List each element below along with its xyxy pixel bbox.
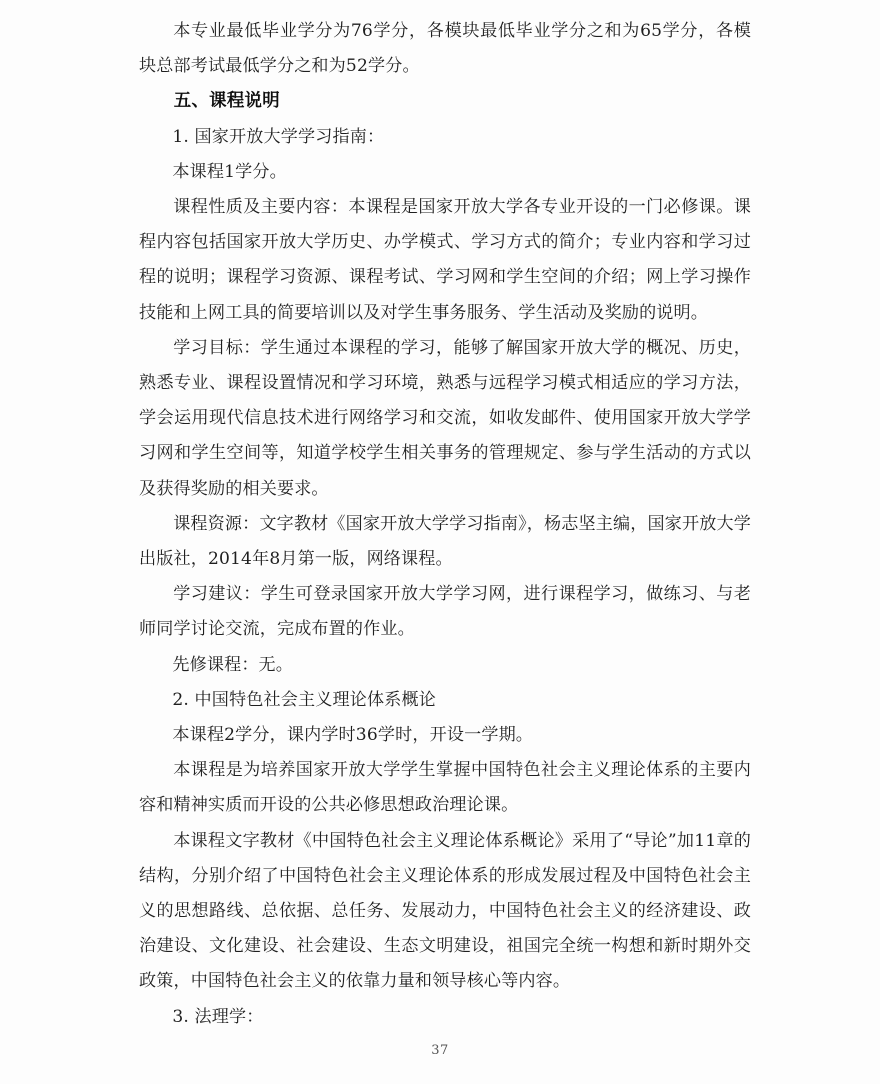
paragraph-credits-summary: 本专业最低毕业学分为76学分，各模块最低毕业学分之和为65学分，各模块总部考试最低学分之和为52学分。 (139, 21, 751, 77)
section-heading-course-description: 五、课程说明 (173, 91, 280, 112)
course2-purpose: 本课程是为培养国家开放大学学生掌握中国特色社会主义理论体系的主要内容和精神实质而开设的公共必修思想政治理论课。 (139, 760, 751, 816)
course1-nature-and-content: 课程性质及主要内容：本课程是国家开放大学各专业开设的一门必修课。课程内容包括国家开放大学历史、办学模式、学习方式的简介；专业内容和学习过程的说明；课程学习资源、课程考试、学习网和学生空间的介绍；网上学习操作技能和上网工具的简要培训以及对学生事务服务、学生活动及奖励的说明。 (139, 197, 751, 323)
course-title-2: 2. 中国特色社会主义理论体系概论 (172, 689, 436, 710)
course-title-3: 3. 法理学： (172, 1006, 264, 1027)
page-number: 37 (431, 1043, 449, 1058)
text-column (139, 14, 751, 1035)
course1-objectives: 学习目标：学生通过本课程的学习，能够了解国家开放大学的概况、历史，熟悉专业、课程设置情况和学习环境，熟悉与远程学习模式相适应的学习方法，学会运用现代信息技术进行网络学习和交流，如收发邮件、使用国家开放大学学习网和学生空间等，知道学校学生相关事务的管理规定、参与学生活动的方式以及获得奖励的相关要求。 (139, 337, 751, 499)
course1-resources: 课程资源：文字教材《国家开放大学学习指南》，杨志坚主编，国家开放大学出版社，2014年8月第一版，网络课程。 (139, 513, 751, 570)
course2-textbook-structure: 本课程文字教材《中国特色社会主义理论体系概论》采用了“导论”加11章的结构，分别介绍了中国特色社会主义理论体系的形成发展过程及中国特色社会主义的思想路线、总依据、总任务、发展动力，中国特色社会主义的经济建设、政治建设、文化建设、社会建设、生态文明建设，祖国完全统一构想和新时期外交政策，中国特色社会主义的依靠力量和领导核心等内容。 (139, 830, 751, 992)
course2-credits: 本课程2学分，课内学时36学时，开设一学期。 (172, 725, 534, 746)
course1-prerequisite: 先修课程：无。 (172, 654, 294, 675)
course1-credits: 本课程1学分。 (172, 161, 287, 182)
course-title-1: 1. 国家开放大学学习指南： (172, 126, 385, 147)
course1-study-advice: 学习建议：学生可登录国家开放大学学习网，进行课程学习，做练习、与老师同学讨论交流，完成布置的作业。 (139, 584, 751, 640)
